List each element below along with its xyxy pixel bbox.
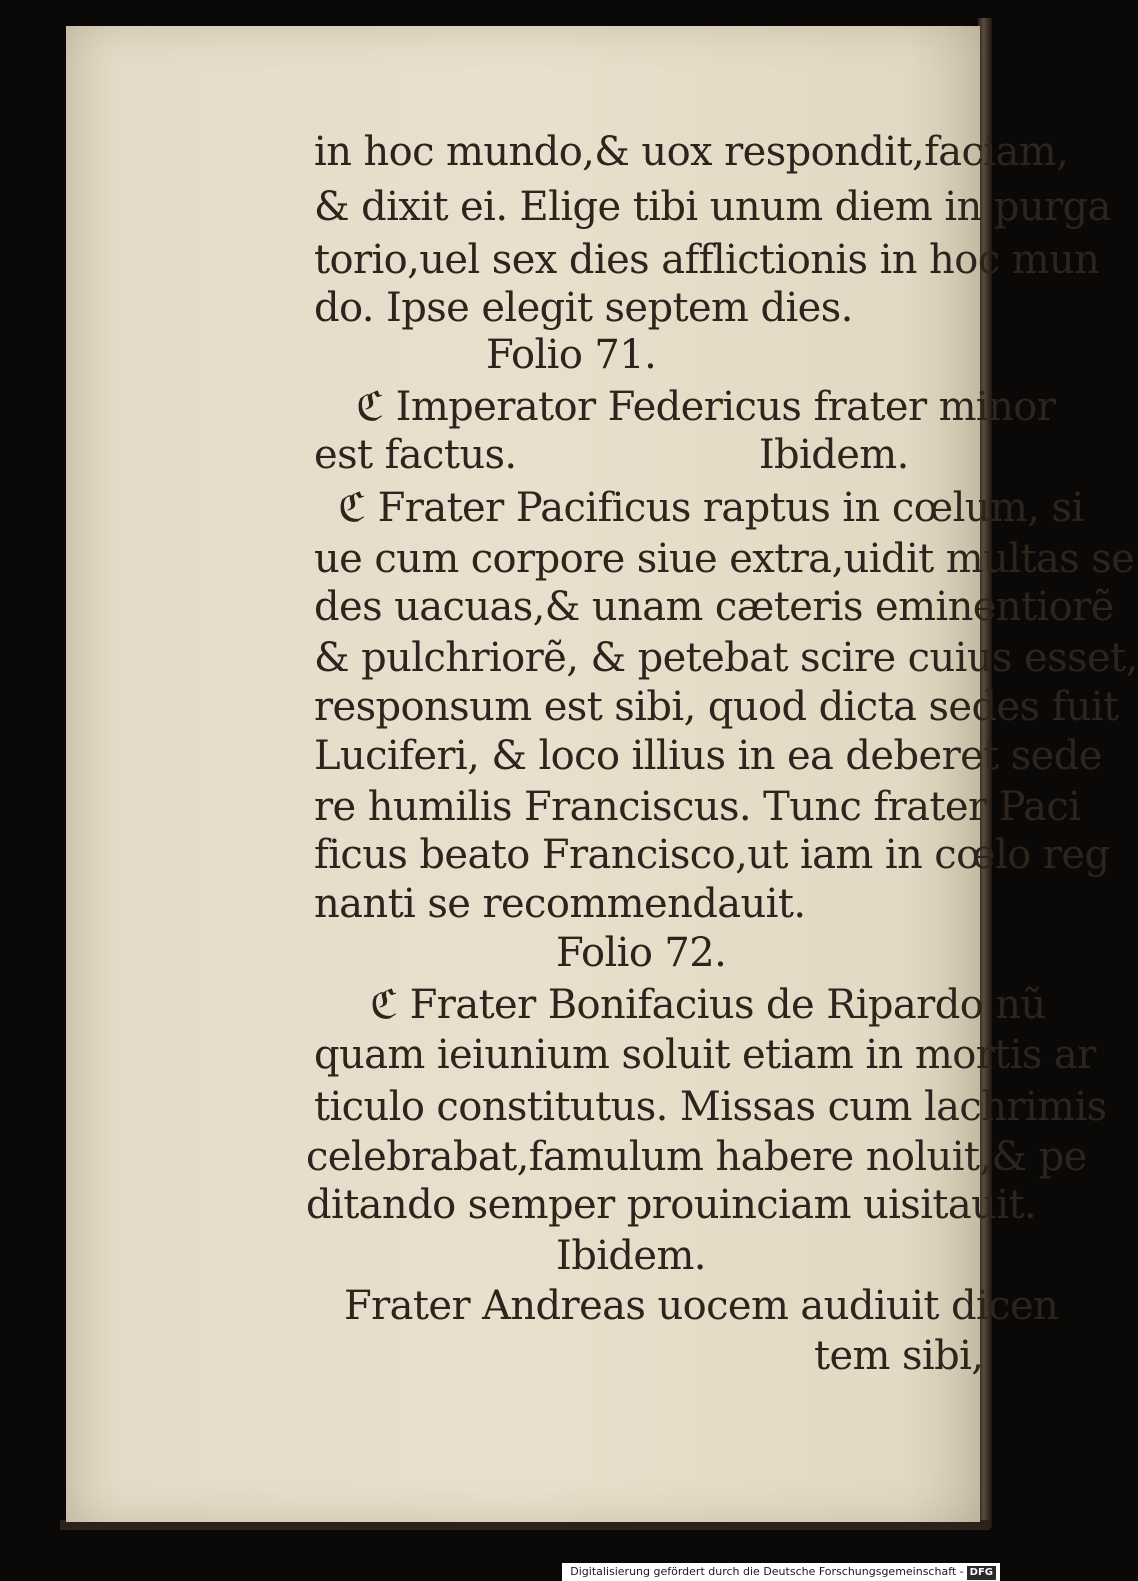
- text-line-11: & pulchriorẽ, & petebat scire cuius esset,: [314, 635, 1138, 681]
- text-line-20: ticulo constitutus. Missas cum lachrimis: [314, 1084, 1107, 1130]
- catchword-line: tem sibi,: [814, 1333, 984, 1379]
- text-line-24: Frater Andreas uocem audiuit dicen: [344, 1283, 1059, 1329]
- text-line-7: est factus. Ibidem.: [314, 432, 909, 478]
- text-line-9: ue cum corpore siue extra,uidit multas se: [314, 536, 1135, 582]
- text-line-8: ℭ Frater Pacificus raptus in cœlum, si: [338, 485, 1084, 531]
- text-line-19: quam ieiunium soluit etiam in mortis ar: [314, 1032, 1096, 1078]
- text-line-3: torio,uel sex dies afflictionis in hoc mun: [314, 237, 1100, 283]
- text-line-21: celebrabat,famulum habere noluit,& pe: [306, 1134, 1087, 1180]
- folio-heading-71: Folio 71.: [486, 332, 657, 378]
- text-line-18: ℭ Frater Bonifacius de Ripardo nũ: [370, 982, 1046, 1028]
- text-line-15: ficus beato Francisco,ut iam in cœlo reg: [314, 832, 1110, 878]
- text-line-14: re humilis Franciscus. Tunc frater Paci: [314, 784, 1081, 830]
- footer-text: Digitalisierung gefördert durch die Deutsche Forschungsgemeinschaft -: [570, 1565, 964, 1578]
- text-line-12: responsum est sibi, quod dicta sedes fuit: [314, 684, 1119, 730]
- text-line-6: ℭ Imperator Federicus frater minor: [356, 384, 1056, 430]
- folio-heading-72: Folio 72.: [556, 930, 727, 976]
- text-line-1: in hoc mundo,& uox respondit,faciam,: [314, 129, 1069, 175]
- text-line-16: nanti se recommendauit.: [314, 881, 806, 927]
- digitization-credit-footer: [562, 1563, 1000, 1581]
- ibidem-heading: Ibidem.: [556, 1233, 706, 1279]
- text-line-22: ditando semper prouinciam uisitauit.: [306, 1182, 1037, 1228]
- text-line-2: & dixit ei. Elige tibi unum diem in purga: [314, 184, 1111, 230]
- dfg-logo: DFG: [967, 1566, 996, 1580]
- text-line-13: Luciferi, & loco illius in ea deberet sede: [314, 733, 1102, 779]
- text-line-4: do. Ipse elegit septem dies.: [314, 285, 853, 331]
- text-line-10: des uacuas,& unam cæteris eminentiorẽ: [314, 584, 1114, 630]
